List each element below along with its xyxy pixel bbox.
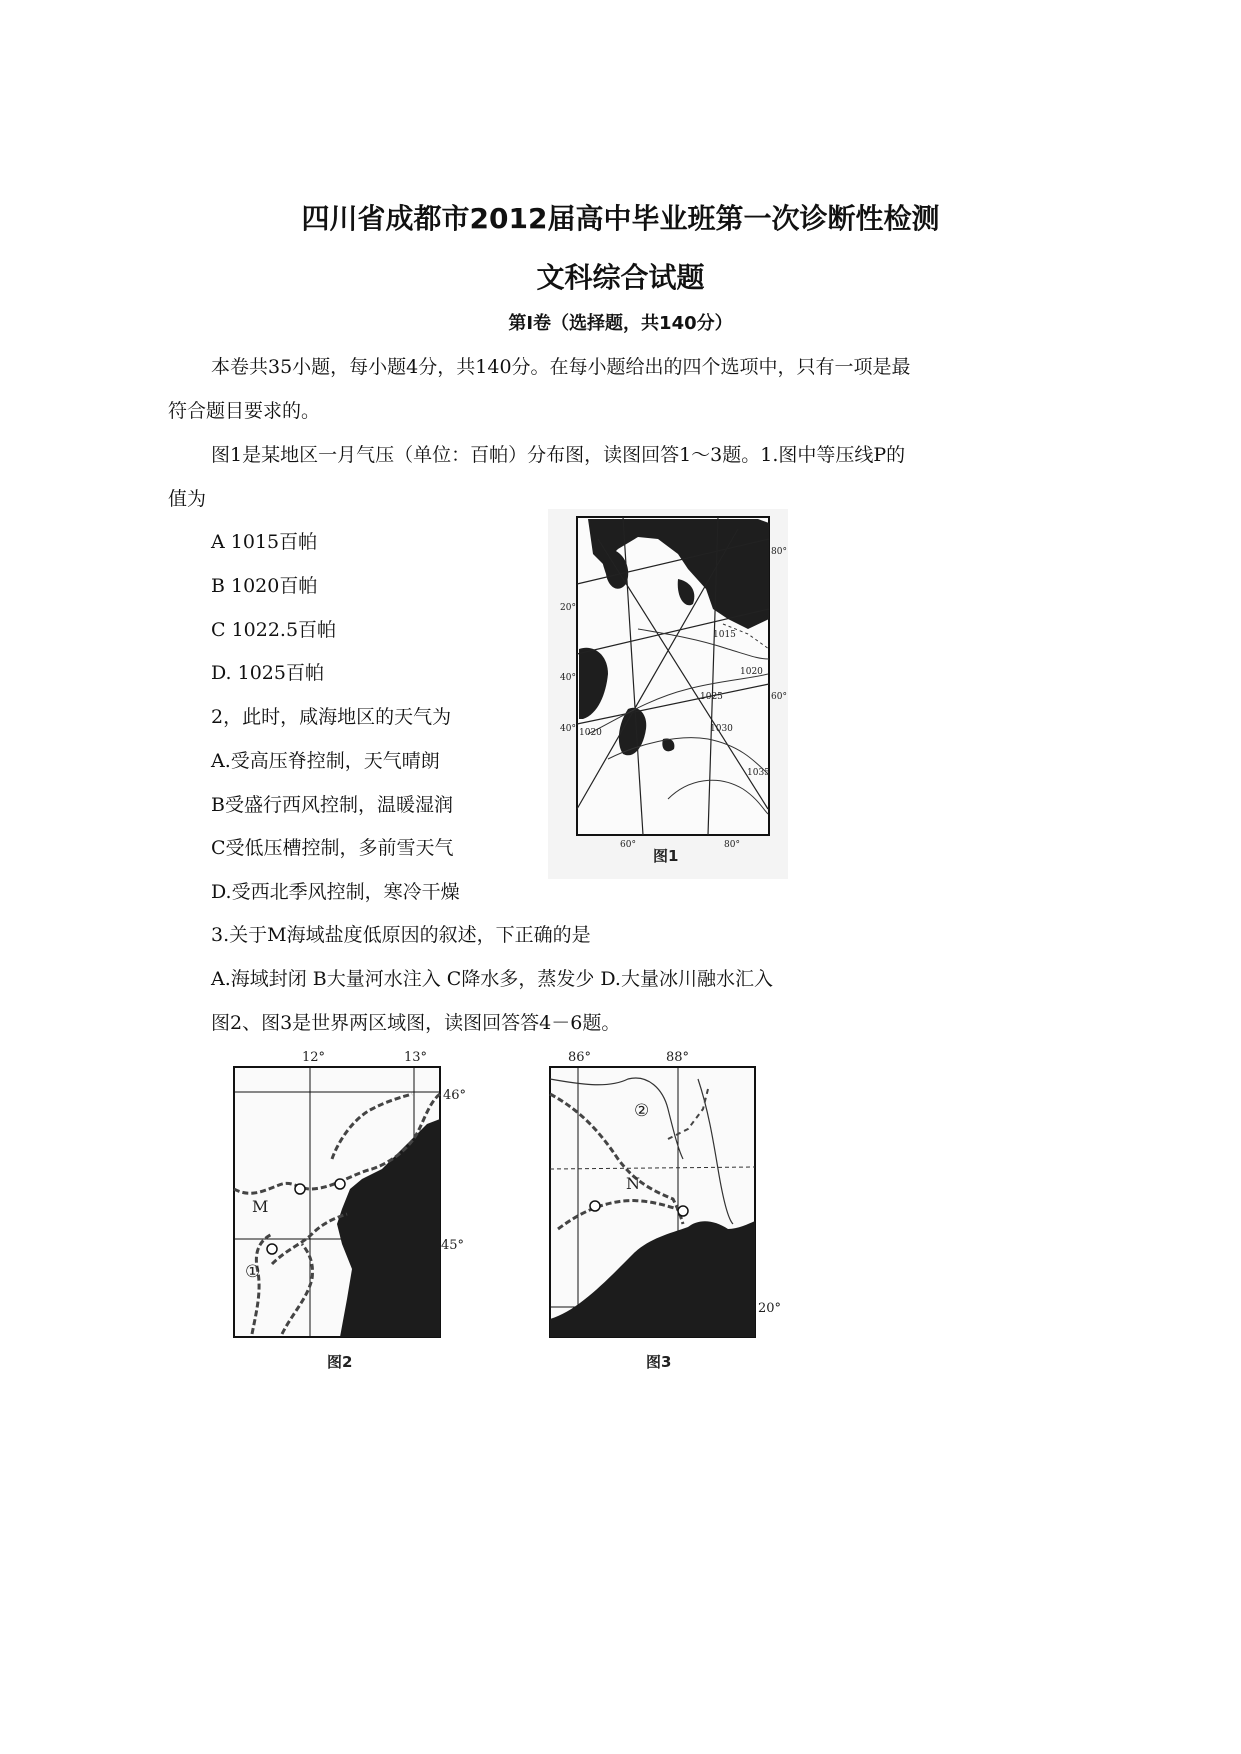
question-group-2-stem: 图2、图3是世界两区域图，读图回答答4－6题。 — [211, 1012, 621, 1034]
q2-option-a: A.受高压脊控制，天气晴朗 — [211, 750, 440, 772]
intro-line-2: 符合题目要求的。 — [168, 400, 321, 422]
q1-option-d: D. 1025百帕 — [211, 662, 324, 684]
fig3-label-20: 20° — [758, 1301, 782, 1316]
fig2-label-13: 13° — [404, 1050, 428, 1065]
fig1-iso-1025: 1025 — [700, 692, 723, 702]
q2-option-c: C受低压槽控制，多前雪天气 — [211, 837, 454, 859]
fig1-iso-1030: 1030 — [710, 724, 733, 734]
q2-stem: 2，此时，咸海地区的天气为 — [211, 706, 452, 728]
fig1-caption: 图1 — [653, 847, 679, 865]
fig2-label-12: 12° — [302, 1050, 326, 1065]
question-stem-line-1: 图1是某地区一月气压（单位：百帕）分布图，读图回答1～3题。1.图中等压线P的 — [211, 444, 906, 466]
figure-2-map — [212, 1049, 474, 1379]
fig2-caption: 图2 — [327, 1353, 353, 1371]
fig1-label-40-a: 40° — [560, 673, 576, 683]
question-stem-line-2: 值为 — [168, 488, 207, 510]
q1-option-c: C 1022.5百帕 — [211, 619, 337, 641]
q1-option-b: B 1020百帕 — [211, 575, 318, 597]
fig3-label-88: 88° — [666, 1050, 690, 1065]
fig1-iso-1020-a: 1020 — [740, 667, 763, 677]
figure-1-pressure-map — [548, 509, 788, 879]
section-heading: 第Ⅰ卷（选择题，共140分） — [508, 313, 733, 334]
fig3-marker-2: ② — [634, 1101, 650, 1121]
fig3-label-86: 86° — [568, 1050, 592, 1065]
fig2-label-46: 46° — [443, 1088, 467, 1103]
fig1-label-40-b: 40° — [560, 724, 576, 734]
fig2-region-m: M — [252, 1197, 269, 1216]
fig1-label-60-bottom: 60° — [620, 840, 636, 850]
fig1-label-60-right: 60° — [771, 692, 787, 702]
intro-line-1: 本卷共35小题，每小题4分，共140分。在每小题给出的四个选项中，只有一项是最 — [211, 356, 911, 378]
fig2-label-45: 45° — [441, 1238, 465, 1253]
q2-option-d: D.受西北季风控制，寒冷干燥 — [211, 881, 460, 903]
fig3-caption: 图3 — [646, 1353, 672, 1371]
fig3-region-n: N — [626, 1174, 640, 1193]
q2-option-b: B受盛行西风控制，温暖湿润 — [211, 794, 453, 816]
fig1-label-80-bottom: 80° — [724, 840, 740, 850]
page-title: 四川省成都市2012届高中毕业班第一次诊断性检测 — [301, 202, 940, 235]
fig1-label-80-top: 80° — [771, 547, 787, 557]
fig1-iso-1020-b: 1020 — [579, 728, 602, 738]
fig1-iso-1035: 1035 — [747, 768, 770, 778]
figure-3-map — [538, 1049, 788, 1379]
fig2-marker-1: ① — [245, 1262, 261, 1282]
q1-option-a: A 1015百帕 — [211, 531, 318, 553]
fig1-iso-1015: 1015 — [713, 630, 736, 640]
q3-stem: 3.关于M海域盐度低原因的叙述，下正确的是 — [211, 924, 591, 946]
q3-options: A.海域封闭 B大量河水注入 C降水多，蒸发少 D.大量冰川融水汇入 — [211, 968, 773, 990]
page-subtitle: 文科综合试题 — [536, 261, 705, 294]
fig1-label-20: 20° — [560, 603, 576, 613]
